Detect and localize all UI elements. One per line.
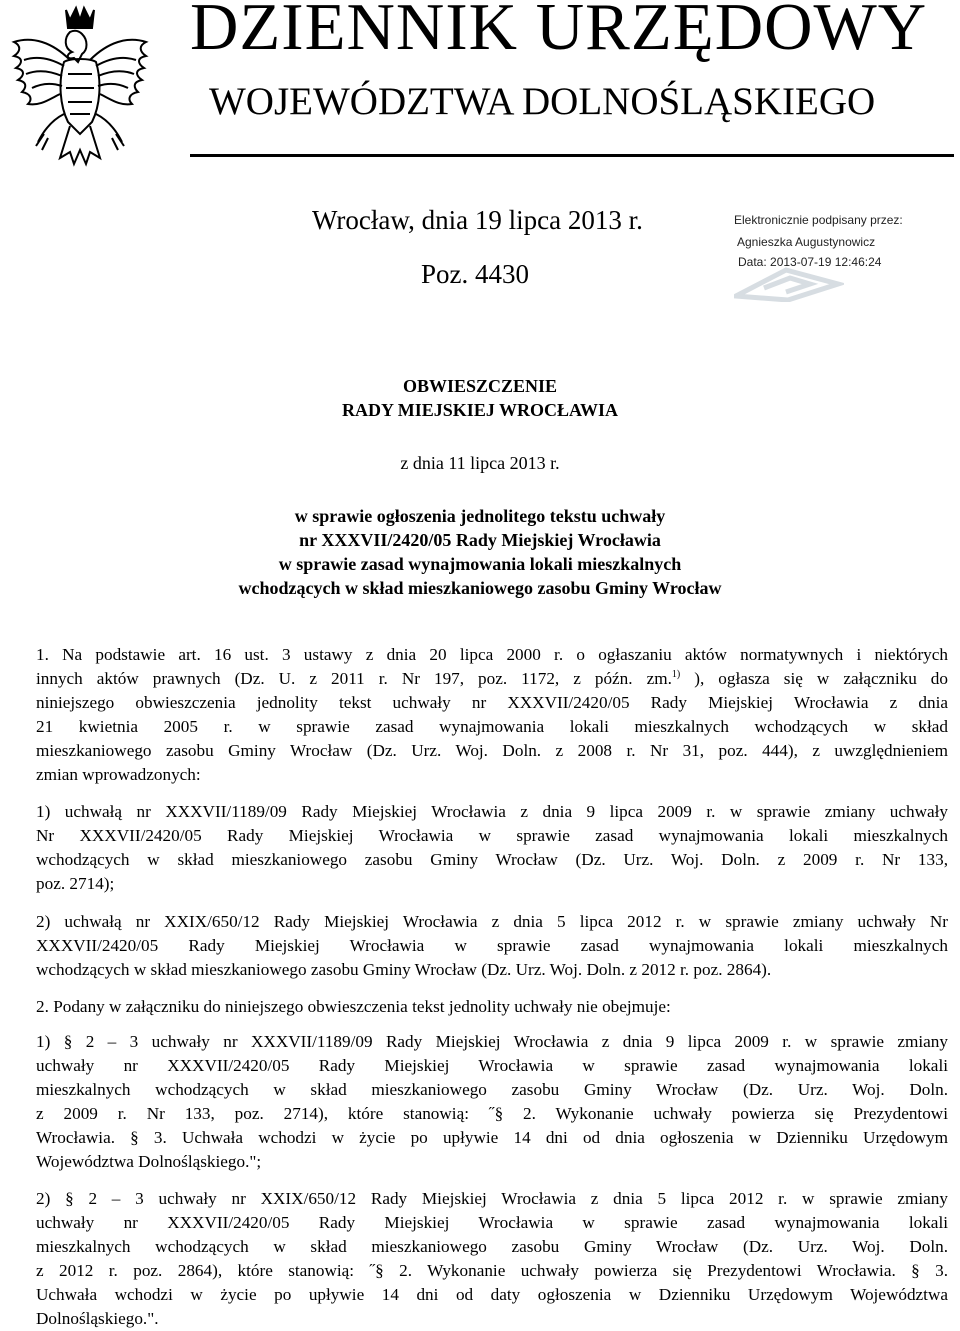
paragraph-line: mieszkaniowego zasobu Gminy Wrocław (Dz. Urz. Woj. Doln. z 2008 r. Nr 31, poz. 444), z uwzględnieniem xyxy=(36,741,948,760)
position-number: Poz. 4430 xyxy=(421,259,529,289)
list-line: z 2009 r. Nr 133, poz. 2714), które stanowią: ˝§ 2. Wykonanie uchwały powierza się Prezydentowi xyxy=(36,1104,948,1123)
notice-date: z dnia 11 lipca 2013 r. xyxy=(400,453,560,473)
list-line: Uchwała wchodzi w życie po upływie 14 dni od daty ogłoszenia w Dzienniku Urzędowym Województwa xyxy=(36,1285,948,1304)
list-line: 1) § 2 – 3 uchwały nr XXXVII/1189/09 Rady Miejskiej Wrocławia z dnia 9 lipca 2009 r. w sprawie zmiany xyxy=(36,1032,948,1051)
masthead-title: DZIENNIK URZĘDOWY xyxy=(190,0,928,64)
list-line: Województwa Dolnośląskiego."; xyxy=(36,1152,262,1171)
paragraph-line: 1. Na podstawie art. 16 ust. 3 ustawy z dnia 20 lipca 2000 r. o ogłaszaniu aktów normatywnych i niektórych xyxy=(36,645,948,664)
paragraph-line: 21 kwietnia 2005 r. w sprawie zasad wynajmowania lokali mieszkalnych wchodzących w skład xyxy=(36,717,948,736)
subject-line: w sprawie ogłoszenia jednolitego tekstu uchwały xyxy=(294,506,666,526)
list-line: 2) uchwałą nr XXIX/650/12 Rady Miejskiej Wrocławia z dnia 5 lipca 2012 r. w sprawie zmiany uchwały Nr xyxy=(36,912,948,931)
masthead-subtitle: WOJEWÓDZTWA DOLNOŚLĄSKIEGO xyxy=(209,80,876,123)
paragraph-line: niniejszego obwieszczenia jednolity tekst uchwały nr XXXVII/2420/05 Rady Miejskiej Wrocławia z dnia xyxy=(36,693,948,712)
signature-date: Data: 2013-07-19 12:46:24 xyxy=(738,255,882,269)
eagle-emblem-icon xyxy=(8,2,152,174)
list-line: 1) uchwałą nr XXXVII/1189/09 Rady Miejskiej Wrocławia z dnia 9 lipca 2009 r. w sprawie zmiany uchwały xyxy=(36,802,948,821)
paragraph-2 xyxy=(36,995,948,1019)
list-item xyxy=(36,1187,948,1331)
list-line: 2) § 2 – 3 uchwały nr XXIX/650/12 Rady Miejskiej Wrocławia z dnia 5 lipca 2012 r. w sprawie zmiany xyxy=(36,1189,948,1208)
list-line: uchwały nr XXXVII/2420/05 Rady Miejskiej Wrocławia w sprawie zasad wynajmowania lokali xyxy=(36,1056,948,1075)
paragraph-line: innych aktów prawnych (Dz. U. z 2011 r. Nr 197, poz. 1172, z późn. zm.$^{1)}$ ), ogłasza się w załączniku do xyxy=(36,669,948,688)
list-line: poz. 2714); xyxy=(36,874,115,893)
paragraph-1 xyxy=(36,643,948,787)
list-line: Dolnośląskiego.". xyxy=(36,1309,159,1328)
electronic-signature-block xyxy=(734,214,934,304)
list-line: wchodzących w skład mieszkaniowego zasobu Gminy Wrocław (Dz. Urz. Woj. Doln. z 2009 r. Nr 133, xyxy=(36,850,948,869)
list-line: z 2012 r. poz. 2864), które stanowią: ˝§ 2. Wykonanie uchwały powierza się Prezydentowi Wrocławia. § 3. xyxy=(36,1261,948,1280)
signature-mark-icon xyxy=(734,262,844,302)
signature-label: Elektronicznie podpisany przez: xyxy=(734,213,903,227)
signature-signer: Agnieszka Augustynowicz xyxy=(737,235,876,249)
footnote-ref: 1) xyxy=(671,669,681,680)
subject-line: nr XXXVII/2420/05 Rady Miejskiej Wrocławia xyxy=(299,530,661,550)
masthead-divider xyxy=(190,154,954,157)
list-item xyxy=(36,800,948,896)
place-and-date: Wrocław, dnia 19 lipca 2013 r. xyxy=(312,205,643,235)
list-line: XXXVII/2420/05 Rady Miejskiej Wrocławia w sprawie zasad wynajmowania lokali mieszkalnych xyxy=(36,936,948,955)
paragraph-line: 2. Podany w załączniku do niniejszego obwieszczenia tekst jednolity uchwały nie obejmuje: xyxy=(36,997,671,1016)
notice-type: OBWIESZCZENIE xyxy=(402,376,558,396)
subject-line: wchodzących w skład mieszkaniowego zasobu Gminy Wrocław xyxy=(238,578,722,598)
list-line: Nr XXXVII/2420/05 Rady Miejskiej Wrocławia w sprawie zasad wynajmowania lokali mieszkalnych xyxy=(36,826,948,845)
subject-line: w sprawie zasad wynajmowania lokali mieszkalnych xyxy=(278,554,682,574)
list-item xyxy=(36,1030,948,1174)
list-line: uchwały nr XXXVII/2420/05 Rady Miejskiej Wrocławia w sprawie zasad wynajmowania lokali xyxy=(36,1213,948,1232)
list-line: mieszkalnych wchodzących w skład mieszkaniowego zasobu Gminy Wrocław (Dz. Urz. Woj. Doln. xyxy=(36,1237,948,1256)
list-item xyxy=(36,910,948,982)
paragraph-line: zmian wprowadzonych: xyxy=(36,765,201,784)
notice-subject xyxy=(0,504,960,600)
list-line: Wrocławia. § 3. Uchwała wchodzi w życie po upływie 14 dni od dnia ogłoszenia w Dzienniku Urzędowym xyxy=(36,1128,948,1147)
list-line: wchodzących w skład mieszkaniowego zasobu Gminy Wrocław (Dz. Urz. Woj. Doln. z 2012 r. poz. 2864). xyxy=(36,960,772,979)
notice-issuer: RADY MIEJSKIEJ WROCŁAWIA xyxy=(341,400,619,420)
list-line: mieszkalnych wchodzących w skład mieszkaniowego zasobu Gminy Wrocław (Dz. Urz. Woj. Doln. xyxy=(36,1080,948,1099)
